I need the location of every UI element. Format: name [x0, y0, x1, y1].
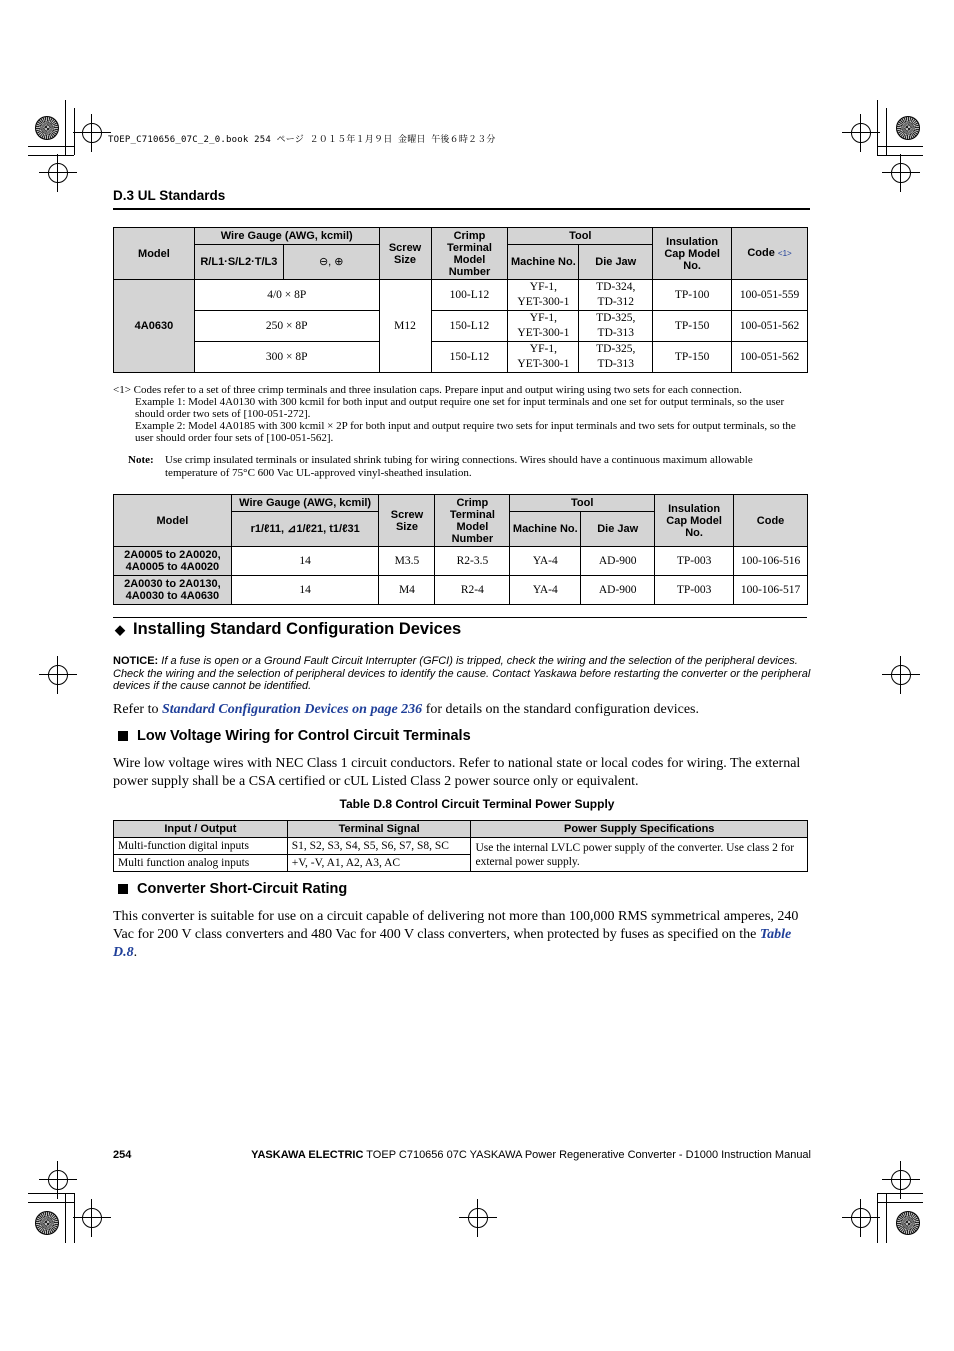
header-wire-gauge: Wire Gauge (AWG, kcmil)	[194, 228, 379, 245]
crimp-cell: 150-L12	[431, 311, 508, 342]
header-input-output: Input / Output	[114, 821, 288, 838]
footnote-ref-link[interactable]: <1>	[777, 249, 792, 258]
table-row	[114, 838, 808, 855]
control-circuit-table	[113, 820, 808, 872]
registration-mark	[48, 665, 68, 685]
refer-paragraph: Refer to Standard Configuration Devices on page 236 for details on the standard configuration devices.	[113, 702, 699, 717]
print-header: TOEP_C710656_07C_2_0.book 254 ページ ２０１５年１月９日 金曜日 午後６時２３分	[108, 135, 496, 145]
header-code: Code	[734, 495, 808, 547]
header-tool: Tool	[508, 228, 653, 245]
header-screw-size: Screw Size	[379, 495, 435, 547]
cap-cell: TP-150	[653, 311, 732, 342]
machine-cell: YA-4	[510, 576, 581, 605]
crop-line	[65, 1193, 66, 1243]
section-rule	[113, 208, 810, 210]
table-row	[114, 547, 808, 576]
registration-mark	[48, 163, 68, 183]
cap-cell: TP-100	[653, 280, 732, 311]
short-circuit-text: This converter is suitable for use on a circuit capable of delivering not more than 100,000 RMS symmetrical amperes, 240 Vac for 200 V class converters and 480 Vac for 400 V class converters, when protected by fuses as specified on the Table D.8.	[113, 909, 799, 960]
code-cell: 100-051-562	[732, 342, 808, 373]
header-crimp: Crimp Terminal Model Number	[435, 495, 510, 547]
table-caption: Table D.8 Control Circuit Terminal Power Supply	[339, 797, 615, 811]
table-row	[114, 342, 808, 373]
header-machine-no: Machine No.	[510, 512, 581, 547]
notice-label: NOTICE:	[113, 655, 159, 667]
model-cell: 4A0630	[114, 280, 195, 373]
header-model: Model	[114, 228, 195, 280]
footer-doc-title: YASKAWA ELECTRIC TOEP C710656 07C YASKAWA Power Regenerative Converter - D1000 Instruction Manual	[251, 1149, 811, 1161]
standard-config-link[interactable]: Standard Configuration Devices on page 236	[161, 702, 423, 717]
code-cell: 100-051-562	[732, 311, 808, 342]
square-bullet-icon	[118, 884, 128, 894]
header-model: Model	[114, 495, 232, 547]
section-header: D.3 UL Standards	[113, 188, 226, 203]
header-screw-size: Screw Size	[379, 228, 431, 280]
header-die-jaw: Die Jaw	[581, 512, 655, 547]
crop-line	[28, 155, 74, 156]
diamond-bullet-icon: ◆	[115, 622, 125, 637]
low-voltage-text: Wire low voltage wires with NEC Class 1 circuit conductors. Refer to national state or local codes for wiring. The external power supply shall be a CSA certified or cUL Listed Class 2 power source only or equivalent.	[113, 756, 801, 789]
crop-line	[877, 1193, 878, 1243]
color-rose-top-left	[35, 116, 59, 140]
header-terminals-dc: ⊖, ⊕	[283, 245, 379, 280]
registration-mark	[82, 123, 102, 143]
gauge-cell: 14	[231, 576, 379, 605]
model-cell: 2A0005 to 2A0020, 4A0005 to 4A0020	[114, 547, 232, 576]
header-tool: Tool	[510, 495, 655, 512]
die-cell: TD-325, TD-313	[579, 311, 653, 342]
header-die-jaw: Die Jaw	[579, 245, 653, 280]
code-cell: 100-051-559	[732, 280, 808, 311]
wire-terminal-table-4a0630	[113, 227, 808, 373]
notice-block	[113, 655, 813, 693]
gauge-cell: 4/0 × 8P	[194, 280, 379, 311]
wire-terminal-table-small	[113, 494, 808, 605]
header-terminal-signal: Terminal Signal	[287, 821, 471, 838]
header-terminals-main: R/L1·S/L2·T/L3	[194, 245, 283, 280]
io-cell: Multi-function digital inputs	[114, 838, 288, 855]
footnote-1: <1> Codes refer to a set of three crimp terminals and three insulation caps. Prepare input and output wiring using two sets for each connection.	[113, 384, 742, 396]
model-cell: 2A0030 to 2A0130, 4A0030 to 4A0630	[114, 576, 232, 605]
cap-cell: TP-150	[653, 342, 732, 373]
crop-line	[28, 146, 74, 147]
crop-line	[877, 146, 923, 147]
heading-short-circuit: Converter Short-Circuit Rating	[118, 881, 347, 897]
header-code	[732, 228, 808, 280]
crop-line	[877, 155, 923, 156]
screw-cell: M3.5	[379, 547, 435, 576]
crop-line	[877, 1202, 923, 1203]
cap-cell: TP-003	[655, 547, 734, 576]
screw-cell: M4	[379, 576, 435, 605]
die-cell: TD-324, TD-312	[579, 280, 653, 311]
gauge-cell: 14	[231, 547, 379, 576]
registration-mark	[891, 163, 911, 183]
screw-cell: M12	[379, 280, 431, 373]
machine-cell: YA-4	[510, 547, 581, 576]
table-row	[114, 311, 808, 342]
crimp-cell: 150-L12	[431, 342, 508, 373]
table-row	[114, 576, 808, 605]
header-code-label: Code	[747, 247, 775, 259]
registration-mark	[48, 1170, 68, 1190]
heading-install: ◆ Installing Standard Configuration Devices	[115, 620, 462, 638]
code-cell: 100-106-517	[734, 576, 808, 605]
crop-line	[886, 1193, 887, 1243]
header-wire-gauge: Wire Gauge (AWG, kcmil)	[231, 495, 379, 512]
die-cell: AD-900	[581, 576, 655, 605]
crop-line	[886, 108, 887, 155]
header-insulation: Insulation Cap Model No.	[655, 495, 734, 547]
gauge-cell: 300 × 8P	[194, 342, 379, 373]
notice-text: If a fuse is open or a Ground Fault Circuit Interrupter (GFCI) is tripped, check the wiring and the selection of the peripheral devices. Check the wiring and the selection of peripheral devices to identify the cause. Contact Yaskawa before restarting the converter or the peripheral devices if the cause cannot be identified.	[113, 655, 811, 692]
registration-mark	[468, 1208, 488, 1228]
color-rose-bottom-left	[35, 1211, 59, 1235]
crop-line	[877, 1193, 923, 1194]
registration-mark	[851, 123, 871, 143]
note-text: Use crimp insulated terminals or insulated shrink tubing for wiring connections. Wires should have a continuous maximum allowable temperature of 75°C 600 Vac UL-approved vinyl-sheathed insulation.	[165, 454, 753, 479]
header-crimp: Crimp Terminal Model Number	[431, 228, 508, 280]
crop-line	[28, 1193, 74, 1194]
registration-mark	[891, 665, 911, 685]
code-cell: 100-106-516	[734, 547, 808, 576]
machine-cell: YF-1, YET-300-1	[508, 280, 579, 311]
gauge-cell: 250 × 8P	[194, 311, 379, 342]
heading-rule	[113, 617, 807, 618]
registration-mark	[82, 1208, 102, 1228]
spec-cell: Use the internal LVLC power supply of the converter. Use class 2 for external power supply.	[471, 838, 808, 872]
cap-cell: TP-003	[655, 576, 734, 605]
color-rose-top-right	[896, 116, 920, 140]
header-power-supply: Power Supply Specifications	[471, 821, 808, 838]
color-rose-bottom-right	[896, 1211, 920, 1235]
die-cell: AD-900	[581, 547, 655, 576]
crimp-cell: R2-3.5	[435, 547, 510, 576]
page-number: 254	[113, 1149, 132, 1161]
machine-cell: YF-1, YET-300-1	[508, 342, 579, 373]
die-cell: TD-325, TD-313	[579, 342, 653, 373]
crop-line	[74, 1193, 75, 1243]
heading-low-voltage: Low Voltage Wiring for Control Circuit Terminals	[118, 728, 471, 744]
crop-line	[74, 108, 75, 155]
signal-cell: +V, -V, A1, A2, A3, AC	[287, 855, 471, 872]
table-d8-link[interactable]: Table D.8	[113, 927, 792, 960]
registration-mark	[891, 1170, 911, 1190]
footnote-example-2: Example 2: Model 4A0185 with 300 kcmil × 2P for both input and output require two sets for input terminals and two sets for output terminals, so the user should order four sets of [100-051-562].	[135, 420, 796, 444]
header-insulation: Insulation Cap Model No.	[653, 228, 732, 280]
note-label: Note:	[128, 454, 154, 466]
registration-mark	[851, 1208, 871, 1228]
table-row	[114, 280, 808, 311]
crop-line	[28, 1202, 74, 1203]
header-machine-no: Machine No.	[508, 245, 579, 280]
header-terminals: r1/ℓ11, ⊿1/ℓ21, t1/ℓ31	[231, 512, 379, 547]
crimp-cell: 100-L12	[431, 280, 508, 311]
io-cell: Multi function analog inputs	[114, 855, 288, 872]
square-bullet-icon	[118, 731, 128, 741]
footnote-example-1: Example 1: Model 4A0130 with 300 kcmil for both input and output require one set for input terminals and one set for output terminals, so the user should order two sets of [100-051-272].	[135, 396, 785, 420]
machine-cell: YF-1, YET-300-1	[508, 311, 579, 342]
crimp-cell: R2-4	[435, 576, 510, 605]
signal-cell: S1, S2, S3, S4, S5, S6, S7, S8, SC	[287, 838, 471, 855]
